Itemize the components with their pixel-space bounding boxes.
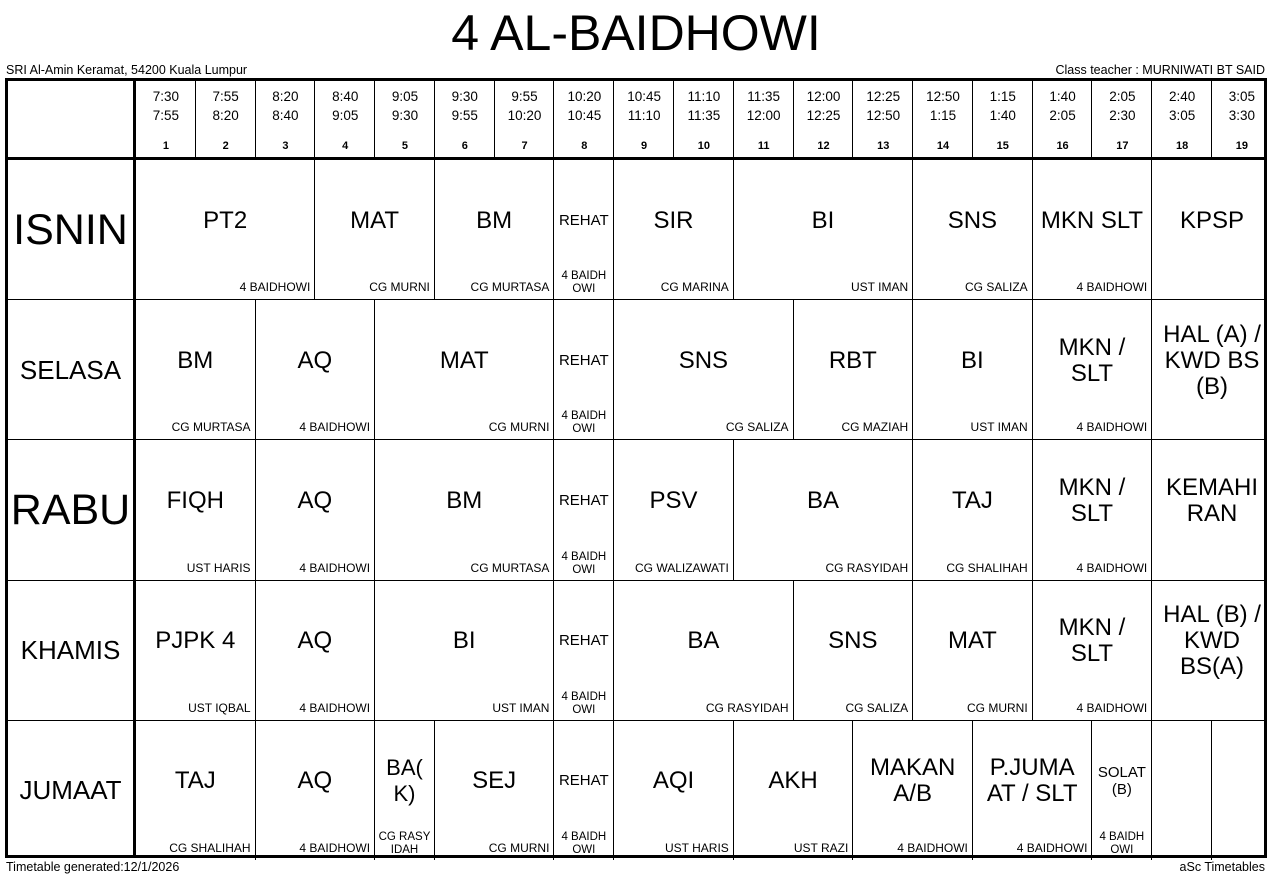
period-start-time: 9:55 (511, 89, 538, 104)
header-column-line (494, 81, 495, 157)
lesson-cell[interactable] (614, 581, 793, 720)
lesson-cell[interactable] (136, 581, 256, 720)
period-start-time: 3:05 (1228, 89, 1256, 104)
day-label-selasa: SELASA (19, 354, 122, 385)
period-start-time: 7:55 (212, 89, 239, 104)
lesson-subject: AKH (768, 767, 818, 795)
lesson-teacher: CG SHALIHAH (946, 560, 1028, 575)
period-header-12 (794, 81, 854, 157)
lesson-subject: BM (446, 486, 483, 514)
lesson-teacher: 4 BAIDHOWI (299, 560, 371, 575)
lesson-cell[interactable] (375, 721, 435, 860)
lesson-teacher: CG WALIZAWATI (635, 560, 729, 575)
period-number: 6 (461, 140, 468, 152)
lesson-cell[interactable] (554, 160, 614, 299)
period-end-time: 11:35 (687, 108, 721, 123)
period-number: 19 (1235, 140, 1249, 152)
period-header-13 (853, 81, 913, 157)
period-number: 1 (162, 140, 169, 152)
lesson-cell[interactable] (1152, 160, 1272, 299)
lesson-teacher: 4 BAIDHOWI (1076, 280, 1148, 295)
lesson-subject: AQ (297, 346, 333, 374)
lesson-teacher: CG RASYIDAH (825, 560, 909, 575)
period-start-time: 11:35 (747, 89, 781, 104)
period-header-16 (1033, 81, 1093, 157)
period-number: 9 (641, 140, 648, 152)
day-label-isnin: ISNIN (13, 205, 128, 254)
lesson-subject: BA (687, 627, 720, 655)
period-start-time: 7:30 (152, 89, 180, 104)
lesson-cell[interactable] (734, 440, 913, 579)
lesson-teacher: UST HARIS (664, 840, 729, 855)
period-end-time: 2:05 (1049, 108, 1076, 123)
header-column-line (255, 81, 256, 157)
lesson-cell[interactable] (256, 300, 376, 439)
lesson-teacher: 4 BAIDHOWI (1076, 560, 1148, 575)
lesson-teacher: UST IMAN (970, 420, 1028, 435)
header-column-line (852, 81, 853, 157)
lesson-subject: SNS (828, 627, 878, 655)
lesson-teacher: CG MARINA (660, 280, 729, 295)
lesson-teacher: CG SHALIHAH (169, 840, 251, 855)
period-start-time: 2:05 (1109, 89, 1136, 104)
lesson-subject: HAL (B) / KWD BS(A) (1163, 601, 1261, 681)
period-start-time: 11:10 (687, 89, 721, 104)
period-header-3 (256, 81, 316, 157)
lesson-subject: MKN SLT (1040, 206, 1144, 234)
period-end-time: 1:15 (929, 108, 957, 123)
period-start-time: 12:50 (926, 89, 960, 104)
lesson-cell[interactable] (1152, 440, 1272, 579)
lesson-cell[interactable] (554, 581, 614, 720)
lesson-teacher: 4 BAIDH OWI (561, 550, 607, 576)
lesson-teacher: CG SALIZA (845, 700, 909, 715)
period-number: 5 (401, 140, 409, 152)
period-number: 12 (817, 140, 830, 152)
lesson-teacher: 4 BAIDHOWI (1076, 420, 1148, 435)
period-end-time: 10:20 (507, 108, 542, 123)
generated-date: Timetable generated:12/1/2026 (6, 860, 180, 874)
period-start-time: 10:20 (567, 89, 602, 104)
lesson-teacher: 4 BAIDHOWI (1016, 840, 1088, 855)
lesson-subject: BI (811, 206, 835, 234)
period-end-time: 12:50 (866, 108, 901, 123)
period-start-time: 12:00 (806, 89, 841, 104)
lesson-subject: REHAT (558, 491, 609, 509)
lesson-cell[interactable] (614, 300, 793, 439)
lesson-subject: REHAT (558, 351, 609, 369)
lesson-subject: AQ (297, 767, 333, 795)
period-number: 11 (757, 140, 770, 152)
period-header-2 (196, 81, 256, 157)
page-title: 4 AL-BAIDHOWI (451, 5, 821, 61)
period-start-time: 1:15 (989, 89, 1016, 104)
period-number: 14 (936, 140, 950, 152)
header-column-line (1032, 81, 1033, 157)
lesson-subject: MKN / SLT (1058, 473, 1126, 527)
period-number: 16 (1056, 140, 1069, 152)
lesson-subject: AQI (652, 767, 695, 795)
lesson-cell[interactable] (1033, 160, 1153, 299)
period-start-time: 8:40 (332, 89, 359, 104)
period-end-time: 8:40 (272, 108, 299, 123)
period-end-time: 2:30 (1109, 108, 1136, 123)
lesson-subject: REHAT (558, 211, 609, 229)
lesson-cell[interactable] (435, 721, 555, 860)
lesson-subject: BI (452, 627, 476, 655)
period-header-1 (136, 81, 196, 157)
lesson-cell[interactable] (435, 160, 555, 299)
lesson-subject: SOLAT (B) (1097, 764, 1146, 799)
lesson-teacher: CG MURTASA (470, 560, 550, 575)
lesson-cell[interactable] (375, 440, 554, 579)
lesson-subject: KEMAHI RAN (1166, 473, 1259, 527)
class-teacher: Class teacher : MURNIWATI BT SAID (1055, 63, 1265, 77)
lesson-teacher: CG MURNI (369, 280, 430, 295)
period-header-11 (734, 81, 794, 157)
lesson-subject: TAJ (174, 767, 216, 795)
lesson-cell[interactable] (256, 581, 376, 720)
period-start-time: 8:20 (272, 89, 299, 104)
lesson-subject (1152, 721, 1211, 842)
lesson-cell[interactable] (973, 721, 1093, 860)
period-header-7 (495, 81, 555, 157)
lesson-teacher: 4 BAIDHOWI (299, 840, 371, 855)
lesson-teacher: CG RASY IDAH (378, 830, 431, 856)
period-number: 17 (1116, 140, 1129, 152)
lesson-subject: SNS (947, 206, 998, 234)
period-number: 2 (222, 140, 229, 152)
period-number: 8 (581, 140, 588, 152)
lesson-subject: SIR (653, 206, 694, 234)
lesson-teacher: 4 BAIDH OWI (561, 270, 607, 296)
lesson-cell[interactable] (136, 300, 256, 439)
lesson-subject: TAJ (951, 486, 993, 514)
lesson-subject: BM (476, 206, 513, 234)
lesson-subject: BM (177, 346, 214, 374)
lesson-subject: MAT (947, 627, 997, 655)
period-header-15 (973, 81, 1033, 157)
lesson-cell[interactable] (375, 581, 554, 720)
lesson-teacher: CG RASYIDAH (705, 700, 789, 715)
lesson-cell[interactable] (913, 440, 1033, 579)
lesson-subject: PJPK 4 (155, 627, 236, 655)
lesson-subject: KPSP (1180, 206, 1245, 234)
lesson-cell[interactable] (1033, 581, 1153, 720)
lesson-subject: PSV (649, 486, 698, 514)
lesson-cell[interactable] (1152, 581, 1272, 720)
day-label-khamis: KHAMIS (20, 635, 121, 666)
lesson-teacher: CG MAZIAH (841, 420, 909, 435)
period-header-9 (614, 81, 674, 157)
lesson-teacher: CG MURNI (488, 420, 550, 435)
lesson-teacher: CG SALIZA (725, 420, 789, 435)
lesson-teacher: CG MURTASA (171, 420, 251, 435)
lesson-teacher: CG MURTASA (470, 280, 550, 295)
period-number: 13 (877, 140, 890, 152)
lesson-cell[interactable] (794, 300, 914, 439)
period-number: 4 (342, 140, 349, 152)
lesson-subject: BI (961, 346, 984, 374)
period-number: 7 (521, 140, 528, 152)
day-label-jumaat: JUMAAT (19, 775, 122, 806)
lesson-subject: BA (806, 486, 839, 514)
period-number: 10 (697, 140, 711, 152)
lesson-cell[interactable] (853, 721, 973, 860)
lesson-cell[interactable] (734, 721, 854, 860)
lesson-subject: MAT (439, 346, 489, 374)
period-start-time: 12:25 (866, 89, 901, 104)
period-end-time: 9:30 (391, 108, 419, 123)
lesson-cell[interactable] (614, 440, 734, 579)
lesson-subject: REHAT (558, 632, 609, 650)
period-end-time: 9:05 (332, 108, 359, 123)
header-column-line (1091, 81, 1092, 157)
header-column-line (733, 81, 734, 157)
lesson-teacher: 4 BAIDH OWI (561, 830, 607, 856)
lesson-teacher: 4 BAIDH OWI (561, 410, 607, 436)
lesson-subject: MKN / SLT (1058, 614, 1126, 668)
lesson-cell[interactable] (554, 440, 614, 579)
period-start-time: 2:40 (1168, 89, 1196, 104)
lesson-cell[interactable] (614, 721, 734, 860)
lesson-subject: MAKAN A/B (869, 754, 956, 808)
period-end-time: 1:40 (989, 108, 1016, 123)
header-column-line (195, 81, 196, 157)
period-number: 18 (1176, 140, 1189, 152)
lesson-subject: HAL (A) / KWD BS (B) (1163, 320, 1261, 400)
period-start-time: 10:45 (627, 89, 662, 104)
period-end-time: 7:55 (152, 108, 180, 123)
header-column-line (673, 81, 674, 157)
lesson-subject (1212, 721, 1272, 842)
lesson-subject: PT2 (203, 206, 248, 234)
period-start-time: 9:30 (451, 89, 478, 104)
lesson-subject: BA( K) (386, 755, 423, 807)
period-header-19 (1212, 81, 1272, 157)
lesson-cell[interactable] (1033, 300, 1153, 439)
period-number: 3 (282, 140, 289, 152)
lesson-cell[interactable] (1212, 721, 1272, 860)
header-column-line (434, 81, 435, 157)
lesson-cell[interactable] (1152, 721, 1212, 860)
lesson-teacher: CG MURNI (488, 840, 550, 855)
header-column-line (613, 81, 614, 157)
lesson-cell[interactable] (136, 721, 256, 860)
lesson-cell[interactable] (375, 300, 554, 439)
period-end-time: 10:45 (567, 108, 602, 123)
lesson-cell[interactable] (1152, 300, 1272, 439)
period-header-17 (1092, 81, 1152, 157)
lesson-teacher: 4 BAIDH OWI (561, 690, 607, 716)
period-header-8 (554, 81, 614, 157)
header-column-line (972, 81, 973, 157)
period-number: 15 (996, 140, 1009, 152)
lesson-subject: SEJ (472, 767, 517, 795)
lesson-teacher: 4 BAIDHOWI (239, 280, 311, 295)
period-end-time: 8:20 (212, 108, 239, 123)
lesson-teacher: 4 BAIDH OWI (1099, 830, 1145, 856)
lesson-teacher: UST RAZI (793, 840, 849, 855)
lesson-cell[interactable] (136, 160, 315, 299)
lesson-subject: AQ (297, 486, 333, 514)
lesson-subject: MAT (350, 206, 400, 234)
period-end-time: 9:55 (451, 108, 478, 123)
lesson-subject: MKN / SLT (1058, 333, 1126, 387)
lesson-subject: AQ (297, 627, 333, 655)
period-end-time: 12:25 (806, 108, 841, 123)
lesson-cell[interactable] (554, 300, 614, 439)
period-end-time: 12:00 (746, 108, 781, 123)
lesson-cell[interactable] (1033, 440, 1153, 579)
header-column-line (553, 81, 554, 157)
lesson-teacher: UST HARIS (186, 560, 251, 575)
school-name: SRI Al-Amin Keramat, 54200 Kuala Lumpur (6, 63, 248, 77)
lesson-cell[interactable] (554, 721, 614, 860)
header-column-line (1211, 81, 1212, 157)
lesson-teacher: UST IQBAL (188, 700, 251, 715)
header-column-line (1151, 81, 1152, 157)
lesson-cell[interactable] (256, 440, 376, 579)
period-start-time: 9:05 (391, 89, 419, 104)
period-end-time: 11:10 (627, 108, 661, 123)
app-credit: aSc Timetables (1179, 860, 1265, 874)
lesson-cell[interactable] (734, 160, 913, 299)
lesson-teacher: 4 BAIDHOWI (1076, 700, 1148, 715)
period-header-18 (1152, 81, 1212, 157)
lesson-cell[interactable] (315, 160, 435, 299)
lesson-teacher: CG SALIZA (964, 280, 1028, 295)
header-column-line (912, 81, 913, 157)
lesson-cell[interactable] (1092, 721, 1152, 860)
lesson-teacher: 4 BAIDHOWI (299, 420, 371, 435)
lesson-cell[interactable] (794, 581, 914, 720)
period-start-time: 1:40 (1049, 89, 1076, 104)
lesson-subject: FIQH (166, 486, 224, 514)
period-header-10 (674, 81, 734, 157)
lesson-subject: SNS (678, 346, 729, 374)
header-column-line (314, 81, 315, 157)
lesson-teacher: UST IMAN (492, 700, 550, 715)
period-header-4 (315, 81, 375, 157)
lesson-teacher: CG MURNI (967, 700, 1028, 715)
lesson-cell[interactable] (256, 721, 376, 860)
lesson-teacher: UST IMAN (851, 280, 909, 295)
period-header-5 (375, 81, 435, 157)
period-header-6 (435, 81, 495, 157)
lesson-subject: P.JUMA AT / SLT (986, 754, 1078, 808)
lesson-cell[interactable] (913, 160, 1033, 299)
lesson-subject: REHAT (558, 772, 609, 790)
header-column-line (793, 81, 794, 157)
lesson-teacher: 4 BAIDHOWI (299, 700, 371, 715)
lesson-cell[interactable] (913, 300, 1033, 439)
period-header-14 (913, 81, 973, 157)
timetable-grid (5, 78, 1267, 858)
header-column-line (374, 81, 375, 157)
day-label-rabu: RABU (10, 485, 131, 534)
lesson-cell[interactable] (614, 160, 734, 299)
lesson-teacher: 4 BAIDHOWI (897, 840, 968, 855)
lesson-cell[interactable] (913, 581, 1033, 720)
period-end-time: 3:05 (1168, 108, 1196, 123)
period-end-time: 3:30 (1228, 108, 1256, 123)
lesson-cell[interactable] (136, 440, 256, 579)
lesson-subject: RBT (828, 346, 877, 374)
